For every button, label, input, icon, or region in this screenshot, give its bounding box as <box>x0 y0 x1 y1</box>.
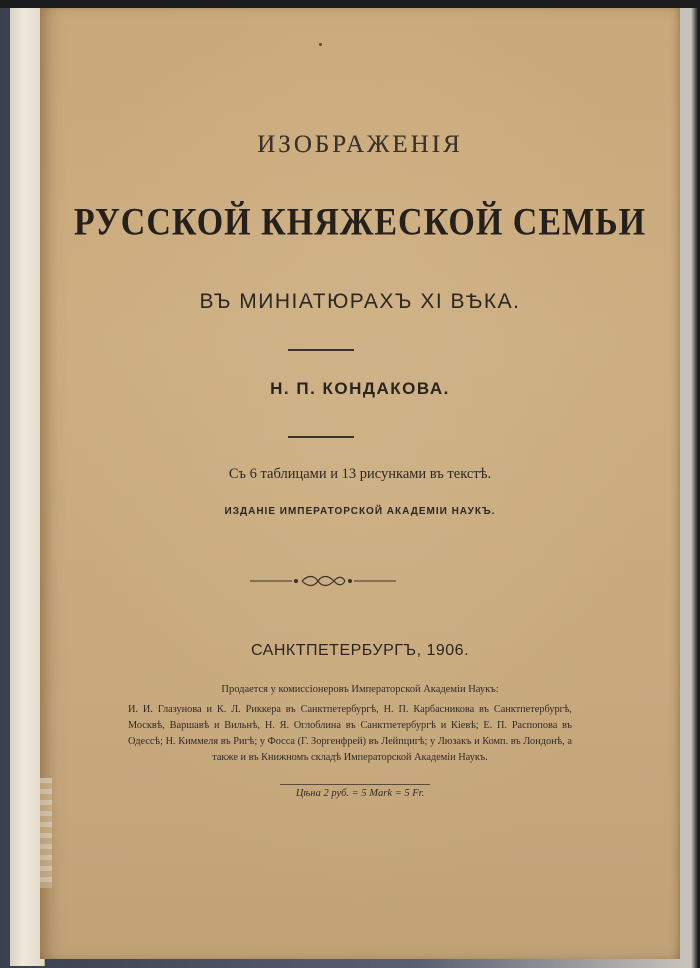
sold-intro: Продается у комиссіонеровъ Императорской Академіи Наукъ: <box>221 684 499 695</box>
divider-rule-1 <box>288 349 354 351</box>
title-line-2: РУССКОЙ КНЯЖЕСКОЙ СЕМЬИ <box>73 201 647 244</box>
author: Н. П. КОНДАКОВА. <box>270 379 450 398</box>
subtitle: ВЪ МИНІАТЮРАХЪ XI ВѢКА. <box>199 290 521 313</box>
title-page <box>40 8 680 959</box>
ornament-divider <box>248 574 398 588</box>
divider-rule-2 <box>288 436 354 438</box>
price-rule <box>280 784 430 785</box>
edition-note: ИЗДАНІЕ ИМПЕРАТОРСКОЙ АКАДЕМІИ НАУКЪ. <box>224 506 496 517</box>
title-line-1: ИЗОБРАЖЕНІЯ <box>257 131 463 158</box>
illustrations-note: Съ 6 таблицами и 13 рисунками въ текстѣ. <box>228 466 492 482</box>
imprint-city-year: САНКТПЕТЕРБУРГЪ, 1906. <box>250 642 470 659</box>
price: Цѣна 2 руб. = 5 Mark = 5 Fr. <box>295 788 425 799</box>
paper-speck <box>319 43 322 46</box>
distributors-list: И. И. Глазунова и К. Л. Риккера въ Санктпетербургѣ, Н. П. Карбасникова въ Санктпетербургѣ, Москвѣ, Варшавѣ и Вильнѣ, Н. Я. Оглоблина въ Санктпетербургѣ и Кіевѣ; Е. П. Распопова въ Одессѣ; Н. Киммеля въ Ригѣ; у Фосса (Г. Зоргенфрей) въ Лейпцигѣ; у Люзакъ и Комп. въ Лондонѣ, а также и въ Книжномъ складѣ Императорской Академіи Наукъ. <box>128 704 572 763</box>
